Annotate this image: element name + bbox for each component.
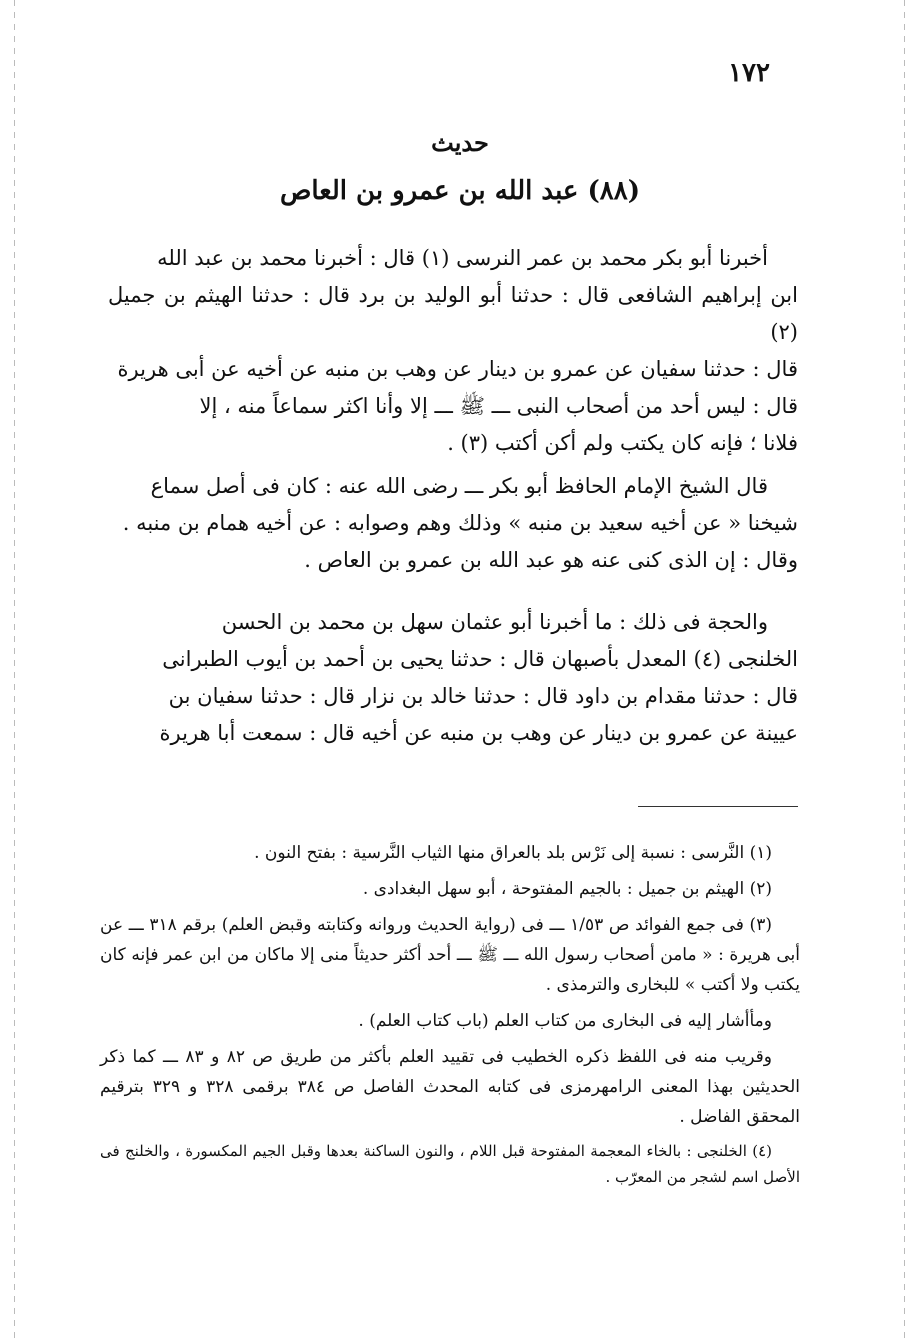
text-line: قال : حدثنا سفيان عن عمرو بن دينار عن وهب بن منبه عن أخيه عن أبى هريرة bbox=[117, 357, 798, 381]
text-line: وقال : إن الذى كنى عنه هو عبد الله بن عمرو بن العاص . bbox=[304, 548, 798, 572]
footnote-1: (١) النَّرسى : نسبة إلى نَرْس بلد بالعراق منها الثياب النَّرسية : بفتح النون . bbox=[254, 843, 772, 863]
section-heading: حديث bbox=[431, 128, 489, 157]
text-line: والحجة فى ذلك : ما أخبرنا أبو عثمان سهل بن محمد بن الحسن bbox=[221, 610, 768, 634]
text-line: الخلنجى (٤) المعدل بأصبهان قال : حدثنا يحيى بن أحمد بن أيوب الطبرانى bbox=[162, 647, 798, 671]
right-margin-dots bbox=[904, 0, 905, 1339]
text-line: فلانا ؛ فإنه كان يكتب ولم أكن أكتب (٣) . bbox=[447, 431, 798, 455]
text-line: قال : ليس أحد من أصحاب النبى ـــ ﷺ ـــ إلا وأنا اكثر سماعاً منه ، إلا bbox=[199, 394, 798, 418]
text-line: شيخنا « عن أخيه سعيد بن منبه » وذلك وهم وصوابه : عن أخيه همام بن منبه . bbox=[122, 511, 798, 535]
text-line: قال : حدثنا مقدام بن داود قال : حدثنا خالد بن نزار قال : حدثنا سفيان بن bbox=[168, 684, 798, 708]
text-line: أخبرنا أبو بكر محمد بن عمر النرسى (١) قال : أخبرنا محمد بن عبد الله bbox=[157, 246, 768, 270]
page-number: ١٧٢ bbox=[728, 58, 770, 88]
footnotes bbox=[100, 838, 800, 1196]
paragraph-1 bbox=[108, 240, 798, 462]
paragraph-3 bbox=[108, 604, 798, 752]
footnote-separator bbox=[638, 806, 798, 807]
hadith-title: (٨٨) عبد الله بن عمرو بن العاص bbox=[279, 176, 641, 206]
footnote-3: (٣) فى جمع الفوائد ص ١/٥٣ ـــ فى (رواية الحديث وروانه وكتابته وقبض العلم) برقم ٣١٨ ـــ عن أبى هريرة : « مامن أصحاب رسول الله ـــ ﷺ ـــ أحد أكثر حديثاً منى إلا ماكان من ابن عمر فإنه كان يكتب ولا أكتب » للبخارى والترمذى . bbox=[100, 915, 800, 995]
text-line: قال الشيخ الإمام الحافظ أبو بكر ـــ رضى الله عنه : كان فى أصل سماع bbox=[150, 474, 768, 498]
text-line: ابن إبراهيم الشافعى قال : حدثنا أبو الوليد بن برد قال : حدثنا الهيثم بن جميل (٢) bbox=[108, 283, 798, 344]
paragraph-2 bbox=[108, 468, 798, 579]
footnote-3-continuation: وقريب منه فى اللفظ ذكره الخطيب فى تقييد العلم بأكثر من طريق ص ٨٢ و ٨٣ ـــ كما ذكر الحديثين بهذا المعنى الرامهرمزى فى كتابه المحدث الفاصل ص ٣٨٤ برقمى ٣٢٨ و ٣٢٩ بترقيم المحقق الفاضل . bbox=[100, 1047, 801, 1127]
footnote-3-continuation: ومأأشار إليه فى البخارى من كتاب العلم (باب كتاب العلم) . bbox=[358, 1011, 772, 1031]
text-line: عيينة عن عمرو بن دينار عن وهب بن منبه عن أخيه قال : سمعت أبا هريرة bbox=[159, 721, 798, 745]
footnote-4: (٤) الخلنجى : بالخاء المعجمة المفتوحة قبل اللام ، والنون الساكنة بعدها وقبل الجيم المكسورة ، والخلنج فى الأصل اسم لشجر من المعرّب . bbox=[100, 1142, 800, 1186]
footnote-2: (٢) الهيثم بن جميل : بالجيم المفتوحة ، أبو سهل البغدادى . bbox=[362, 879, 772, 899]
left-margin-dots bbox=[14, 0, 15, 1339]
